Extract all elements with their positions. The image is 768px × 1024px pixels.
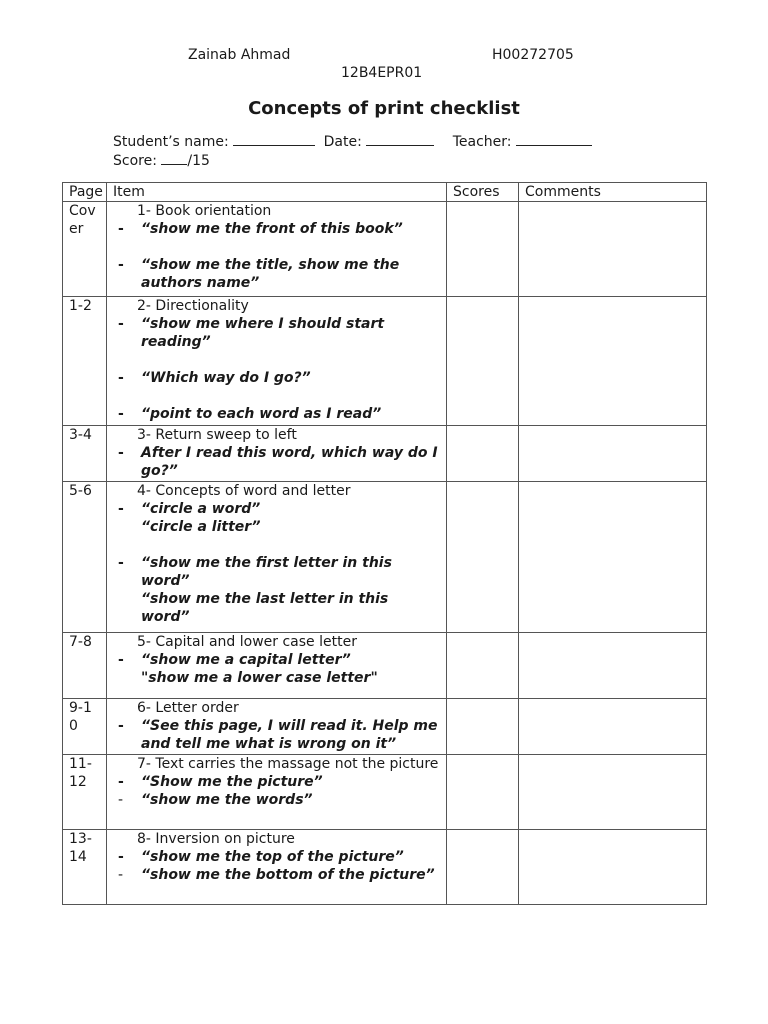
comment-cell[interactable] bbox=[519, 202, 707, 297]
table-row bbox=[63, 633, 707, 699]
score-cell[interactable] bbox=[447, 482, 519, 633]
prompt: - “show me the bottom of the picture” bbox=[113, 866, 440, 884]
comment-cell[interactable] bbox=[519, 633, 707, 699]
score-cell[interactable] bbox=[447, 755, 519, 830]
header-page: Page bbox=[63, 183, 107, 202]
item-title: 4- Concepts of word and letter bbox=[137, 483, 351, 499]
teacher-blank bbox=[516, 132, 592, 146]
prompt: - After I read this word, which way do I go?” bbox=[113, 444, 440, 480]
prompt: - “show me the words” bbox=[113, 791, 440, 809]
table-header-row bbox=[63, 183, 707, 202]
page-cell: 13-14 bbox=[63, 830, 107, 905]
comment-cell[interactable] bbox=[519, 482, 707, 633]
item-title: 1- Book orientation bbox=[137, 203, 272, 219]
item-cell bbox=[107, 830, 447, 905]
item-cell bbox=[107, 297, 447, 426]
student-id-header: H00272705 bbox=[492, 47, 574, 63]
info-line-1 bbox=[113, 132, 592, 150]
item-title: 3- Return sweep to left bbox=[137, 427, 297, 443]
item-title: 8- Inversion on picture bbox=[137, 831, 295, 847]
table-row bbox=[63, 482, 707, 633]
page-cell: 1-2 bbox=[63, 297, 107, 426]
checklist-table bbox=[62, 182, 707, 905]
table-row bbox=[63, 297, 707, 426]
comment-cell[interactable] bbox=[519, 297, 707, 426]
student-name-header: Zainab Ahmad bbox=[188, 47, 291, 63]
prompt: - “Which way do I go?” bbox=[113, 369, 440, 387]
score-cell[interactable] bbox=[447, 297, 519, 426]
page-cell: 7-8 bbox=[63, 633, 107, 699]
teacher-label: Teacher: bbox=[452, 134, 512, 150]
score-cell[interactable] bbox=[447, 830, 519, 905]
prompt: “circle a litter” bbox=[141, 519, 261, 535]
document-title: Concepts of print checklist bbox=[248, 98, 520, 119]
item-cell bbox=[107, 755, 447, 830]
prompt: - “Show me the picture” bbox=[113, 773, 440, 791]
comment-cell[interactable] bbox=[519, 830, 707, 905]
prompt: - “See this page, I will read it. Help me and tell me what is wrong on it” bbox=[113, 717, 440, 753]
student-name-label: Student’s name: bbox=[113, 134, 229, 150]
prompt: - “show me where I should start reading” bbox=[113, 315, 440, 351]
prompt: - “point to each word as I read” bbox=[113, 405, 440, 423]
prompt: - “show me the front of this book” bbox=[113, 220, 440, 238]
comment-cell[interactable] bbox=[519, 426, 707, 482]
score-cell[interactable] bbox=[447, 633, 519, 699]
table-row bbox=[63, 202, 707, 297]
item-title: 6- Letter order bbox=[137, 700, 239, 716]
prompt: - “show me the title, show me the authors name” bbox=[113, 256, 440, 292]
date-blank bbox=[366, 132, 434, 146]
score-cell[interactable] bbox=[447, 202, 519, 297]
class-code-header: 12B4EPR01 bbox=[341, 65, 423, 81]
score-total: /15 bbox=[187, 153, 210, 169]
item-cell bbox=[107, 426, 447, 482]
prompt: - “circle a word” bbox=[113, 500, 440, 518]
comment-cell[interactable] bbox=[519, 755, 707, 830]
prompt: "show me a lower case letter" bbox=[141, 670, 378, 686]
score-blank bbox=[161, 151, 187, 165]
header-comments: Comments bbox=[519, 183, 707, 202]
score-label: Score: bbox=[113, 153, 157, 169]
header-scores: Scores bbox=[447, 183, 519, 202]
page-cell: 5-6 bbox=[63, 482, 107, 633]
item-cell bbox=[107, 633, 447, 699]
table-row bbox=[63, 755, 707, 830]
item-title: 7- Text carries the massage not the picture bbox=[137, 756, 439, 772]
page-cell: Cover bbox=[63, 202, 107, 297]
header-item: Item bbox=[107, 183, 447, 202]
date-label: Date: bbox=[323, 134, 362, 150]
page-cell: 3-4 bbox=[63, 426, 107, 482]
info-line-2 bbox=[113, 151, 210, 169]
item-cell bbox=[107, 482, 447, 633]
score-cell[interactable] bbox=[447, 699, 519, 755]
student-name-blank bbox=[233, 132, 315, 146]
item-cell bbox=[107, 202, 447, 297]
table-row bbox=[63, 426, 707, 482]
prompt: - “show me the top of the picture” bbox=[113, 848, 440, 866]
item-title: 5- Capital and lower case letter bbox=[137, 634, 357, 650]
prompt: - “show me a capital letter” bbox=[113, 651, 440, 669]
comment-cell[interactable] bbox=[519, 699, 707, 755]
item-cell bbox=[107, 699, 447, 755]
prompt: “show me the last letter in this word” bbox=[141, 591, 389, 625]
page-cell: 11-12 bbox=[63, 755, 107, 830]
page-cell: 9-10 bbox=[63, 699, 107, 755]
table-row bbox=[63, 830, 707, 905]
prompt: - “show me the first letter in this word” bbox=[113, 554, 440, 590]
table-row bbox=[63, 699, 707, 755]
item-title: 2- Directionality bbox=[137, 298, 249, 314]
score-cell[interactable] bbox=[447, 426, 519, 482]
